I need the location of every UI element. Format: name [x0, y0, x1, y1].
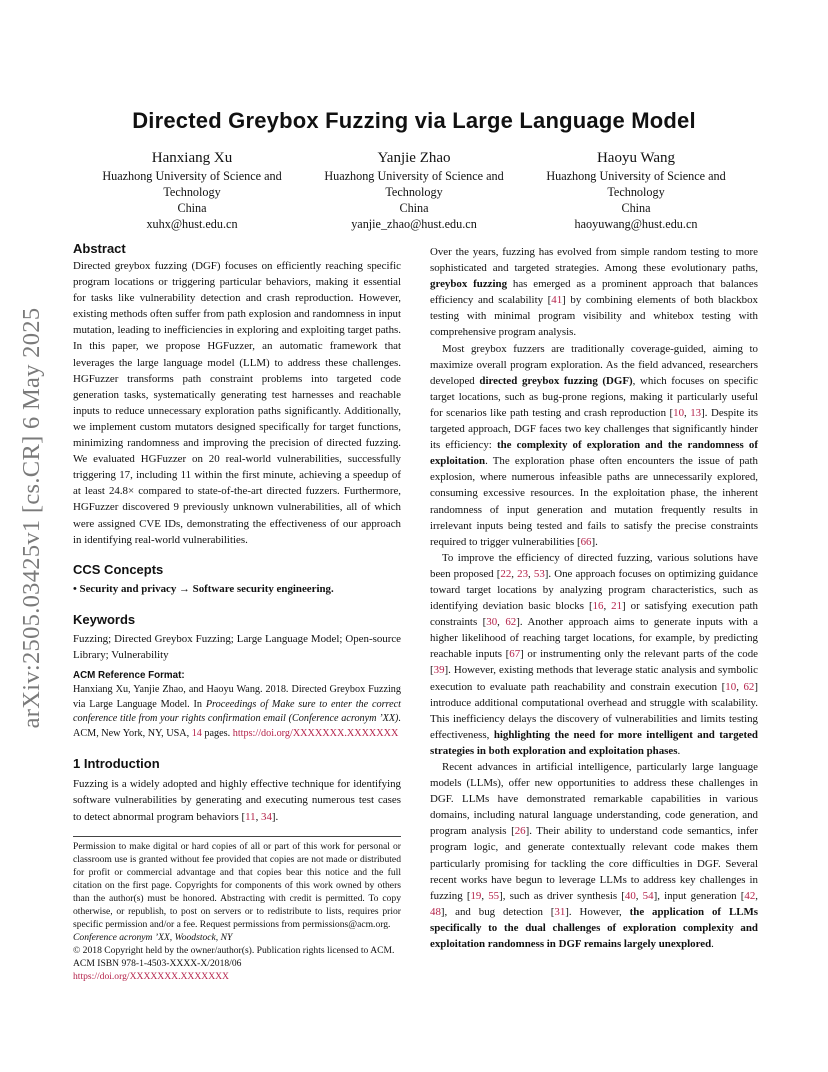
citation-link[interactable]: 31	[554, 905, 566, 918]
permission-footnote	[73, 836, 401, 983]
ccs-heading: CCS Concepts	[73, 561, 164, 577]
citation-link[interactable]: 10	[725, 680, 737, 693]
body-paragraph: Most greybox fuzzers are traditionally coverage-guided, aiming to maximize overall program exploration. As the field advanced, researchers developed directed greybox fuzzing (DGF), which focuses on specific target locations, such as bug-prone regions, making it particularly useful for scenarios like path testing and crash reproduction [10, 13]. Despite its targeted approach, DGF faces two key challenges that significantly hinder its efficiency: the complexity of exploration and the randomness of exploitation. The exploration phase often encounters the issue of path explosion, where numerous infeasible paths are unnecessarily explored, consuming excessive resources. In the exploitation phase, the inherent randomness of input generation and mutation frequently results in irrelevant inputs being tested and fails to satisfy the precise constraints required to trigger vulnerabilities [66].	[430, 342, 758, 548]
author-name: Yanjie Zhao	[377, 150, 451, 166]
isbn-line: ACM ISBN 978-1-4503-XXXX-X/2018/06	[73, 958, 242, 969]
author-country: China	[621, 201, 651, 215]
author-block-3	[526, 148, 746, 232]
author-email: yanjie_zhao@hust.edu.cn	[351, 217, 477, 231]
citation-link[interactable]: 42	[744, 889, 756, 902]
citation-link[interactable]: 66	[580, 535, 592, 548]
citation-link[interactable]: 55	[488, 889, 500, 902]
copyright-line: © 2018 Copyright held by the owner/author(s). Publication rights licensed to ACM.	[73, 945, 395, 956]
footnote-doi-link[interactable]: https://doi.org/XXXXXXX.XXXXXXX	[73, 971, 229, 982]
citation-link[interactable]: 13	[690, 406, 702, 419]
ccs-text: • Security and privacy → Software security engineering.	[73, 582, 334, 595]
author-name: Hanxiang Xu	[151, 150, 233, 166]
author-email: xuhx@hust.edu.cn	[146, 217, 238, 231]
author-affiliation: Technology	[607, 185, 665, 199]
permission-text: Permission to make digital or hard copies of all or part of this work for personal or classroom use is granted without fee provided that copies are not made or distributed for profit or commercial advantage and that copies bear this notice and the full citation on the first page. Copyrights for components of this work owned by others than the author(s) must be honored. Abstracting with credit is permitted. To copy otherwise, or republish, to post on servers or to redistribute to lists, requires prior specific permission and/or a fee. Request permissions from permissions@acm.org.	[73, 841, 401, 930]
keywords-heading: Keywords	[73, 611, 136, 627]
author-block-1	[82, 148, 302, 232]
author-affiliation: Technology	[385, 185, 443, 199]
intro-paragraph: Fuzzing is a widely adopted and highly effective technique for identifying software vulnerabilities by generating and executing numerous test cases to detect abnormal program behaviors [11, 34].	[73, 778, 401, 823]
intro-heading: 1 Introduction	[73, 756, 160, 772]
keywords-text: Fuzzing; Directed Greybox Fuzzing; Large Language Model; Open-source Library; Vulnerability	[73, 632, 401, 661]
acm-ref-pages[interactable]: 14	[191, 727, 202, 739]
citation-link[interactable]: 23	[517, 567, 529, 580]
author-name: Haoyu Wang	[596, 150, 676, 166]
right-column	[430, 244, 758, 952]
citation-link[interactable]: 48	[430, 905, 441, 918]
citation-link[interactable]: 54	[642, 889, 654, 902]
citation-link[interactable]: 34	[261, 810, 272, 823]
footnote-divider	[73, 836, 401, 837]
acm-ref-heading: ACM Reference Format:	[73, 669, 185, 681]
citation-link[interactable]: 11	[245, 810, 256, 823]
author-affiliation: Huazhong University of Science and	[546, 169, 726, 183]
acm-reference	[73, 669, 401, 741]
author-email: haoyuwang@hust.edu.cn	[574, 217, 698, 231]
conference-line: Conference acronym ’XX, Woodstock, NY	[73, 932, 233, 943]
citation-link[interactable]: 53	[533, 567, 545, 580]
citation-link[interactable]: 22	[500, 567, 512, 580]
abstract-heading: Abstract	[73, 241, 126, 256]
citation-link[interactable]: 16	[592, 600, 604, 613]
left-column	[73, 240, 401, 825]
author-affiliation: Huazhong University of Science and	[324, 169, 504, 183]
abstract-text: Directed greybox fuzzing (DGF) focuses on efficiently reaching specific program locations or triggering particular behaviors, making it essential for tasks like vulnerability detection and crash reproduction. However, existing methods often suffer from path explosion and randomness in input mutation, leading to inefficiencies in exploring and exploiting target paths. In this paper, we propose HGFuzzer, an automatic framework that leverages the large language model (LLM) to address these challenges. HGFuzzer transforms path constraint problems into targeted code generation tasks, systematically generating test harnesses and reachable inputs to reduce unnecessary exploration paths significantly. Additionally, we implement custom mutators designed specifically for target functions, minimizing randomness and improving the precision of directed fuzzing. We evaluated HGFuzzer on 20 real-world vulnerabilities, successfully triggering 17, including 11 within the first minute, achieving a speedup of at least 24.8× compared to state-of-the-art directed fuzzers. Furthermore, HGFuzzer discovered 9 previously unknown vulnerabilities, all of which were assigned CVE IDs, demonstrating the effectiveness of our approach in identifying real-world vulnerabilities.	[73, 260, 401, 546]
paper-title: Directed Greybox Fuzzing via Large Language Model	[132, 108, 696, 133]
citation-link[interactable]: 67	[509, 648, 521, 661]
citation-link[interactable]: 62	[505, 616, 517, 629]
citation-link[interactable]: 10	[673, 406, 685, 419]
citation-link[interactable]: 21	[611, 600, 623, 613]
body-paragraph: To improve the efficiency of directed fuzzing, various solutions have been proposed [22, 23, 53]. One approach focuses on optimizing guidance toward target locations by analyzing program characteristics, such as identifying deviation basic blocks [16, 21] or satisfying execution path constraints [30, 62]. Another approach aims to generate inputs with a higher likelihood of reaching target locations, for example, by predicting reachable inputs [67] or instrumenting only the relevant parts of the code [39]. However, existing methods that leverage static analysis and symbolic execution to evaluate path reachability and constrain execution [10, 62] introduce additional computational overhead and struggle with scalability. This inefficiency delays the discovery of vulnerabilities and limits testing effectiveness, highlighting the need for more intelligent and targeted strategies in both exploration and exploitation phases.	[430, 551, 758, 757]
author-block-2	[304, 148, 524, 232]
acm-ref-text: Hanxiang Xu, Yanjie Zhao, and Haoyu Wang. 2018. Directed Greybox Fuzzing via Large Language Model. In Proceedings of Make sure to enter the correct conference title from your rights confirmation email (Conference acronym ’XX). ACM, New York, NY, USA, 14 pages. https://doi.org/XXXXXXX.XXXXXXX	[73, 683, 401, 739]
citation-link[interactable]: 30	[486, 616, 498, 629]
author-country: China	[177, 201, 207, 215]
body-paragraph: Recent advances in artificial intelligence, particularly large language models (LLMs), offer new opportunities to address these challenges in DGF. LLMs have demonstrated remarkable capabilities in various domains, including natural language understanding, code generation, and program analysis [26]. Their ability to understand code semantics, infer program logic, and generate contextually relevant code makes them particularly promising for tackling the core difficulties in DGF. Several recent works have begun to leverage LLMs to address key challenges in fuzzing [19, 55], such as driver synthesis [40, 54], input generation [42, 48], and bug detection [31]. However, the application of LLMs specifically to the dual challenges of exploration complexity and exploitation randomness in DGF remains largely unexplored.	[430, 761, 758, 951]
citation-link[interactable]: 62	[743, 680, 755, 693]
author-country: China	[399, 201, 429, 215]
body-paragraph: Over the years, fuzzing has evolved from simple random testing to more sophisticated and targeted strategies. Among these evolutionary paths, greybox fuzzing has emerged as a prominent approach that balances efficiency and scalability [41] by combining elements of both blackbox testing with minimal program visibility and whitebox testing with comprehensive program analysis.	[430, 246, 758, 339]
acm-ref-doi-link[interactable]: https://doi.org/XXXXXXX.XXXXXXX	[232, 727, 399, 739]
arxiv-stamp: arXiv:2505.03425v1 [cs.CR] 6 May 2025	[18, 307, 45, 728]
citation-link[interactable]: 39	[433, 664, 445, 677]
citation-link[interactable]: 41	[551, 294, 563, 307]
author-affiliation: Huazhong University of Science and	[102, 169, 282, 183]
author-affiliation: Technology	[163, 185, 221, 199]
citation-link[interactable]: 19	[470, 889, 482, 902]
citation-link[interactable]: 40	[624, 889, 636, 902]
citation-link[interactable]: 26	[514, 825, 526, 838]
